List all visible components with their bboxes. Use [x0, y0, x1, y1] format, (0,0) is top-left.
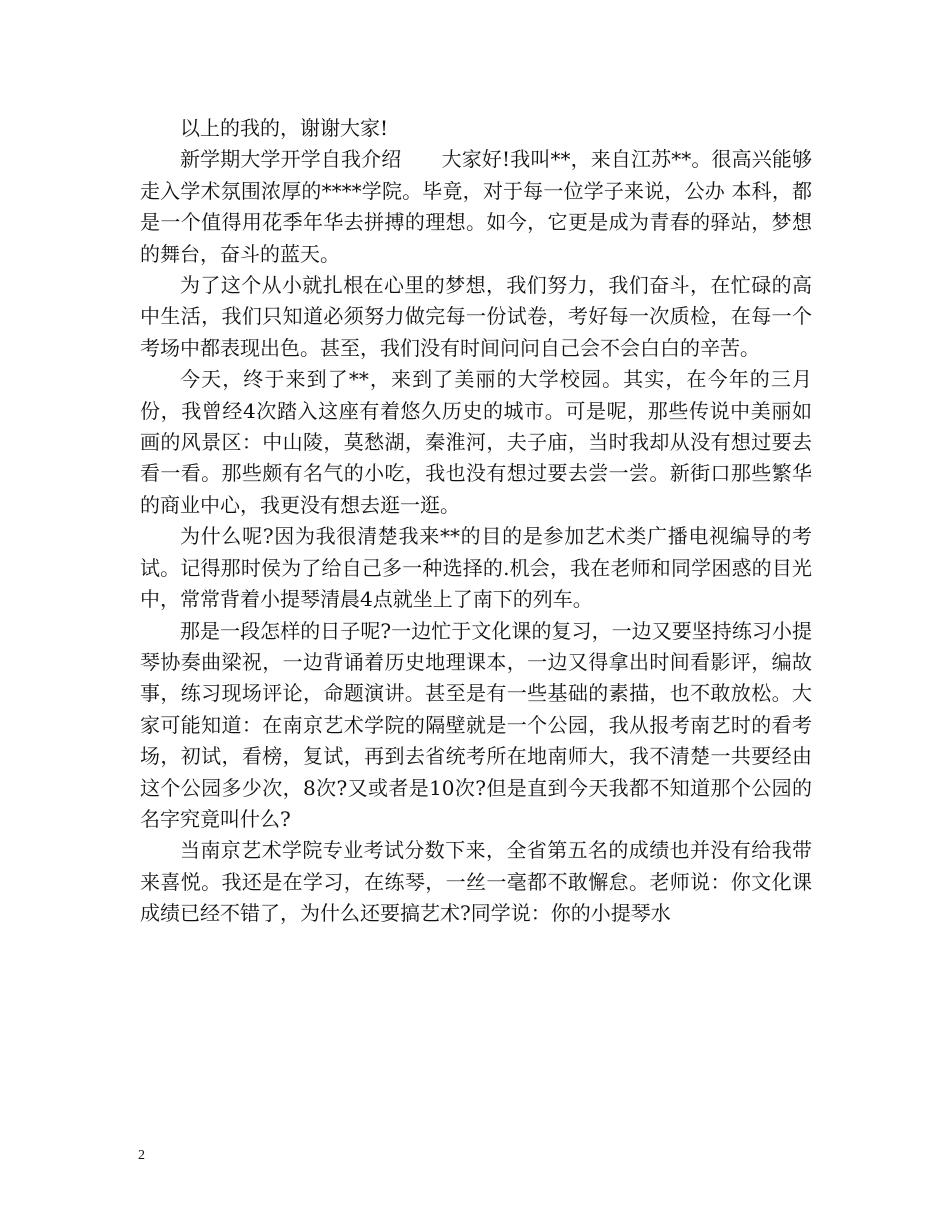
page-number: 2: [138, 1148, 145, 1163]
paragraph: 那是一段怎样的日子呢?一边忙于文化课的复习，一边又要坚持练习小提琴协奏曲梁祝，一边背诵着历史地理课本，一边又得拿出时间看影评，编故事，练习现场评论，命题演讲。甚至是有一些基础的素描，也不敢放松。大家可能知道：在南京艺术学院的隔壁就是一个公园，我从报考南艺时的看考场，初试，看榜，复试，再到去省统考所在地南师大，我不清楚一共要经由这个公园多少次，8次?又或者是10次?但是直到今天我都不知道那个公园的名字究竟叫什么?: [140, 618, 812, 831]
paragraph: 为什么呢?因为我很清楚我来**的目的是参加艺术类广播电视编导的考试。记得那时侯为了给自己多一种选择的.机会，我在老师和同学困惑的目光中，常常背着小提琴清晨4点就坐上了南下的列车。: [140, 524, 812, 612]
paragraph: 为了这个从小就扎根在心里的梦想，我们努力，我们奋斗，在忙碌的高中生活，我们只知道必须努力做完每一份试卷，考好每一次质检，在每一个考场中都表现出色。甚至，我们没有时间问问自己会不会白白的辛苦。: [140, 273, 812, 360]
paragraph: 新学期大学开学自我介绍 大家好!我叫**，来自江苏**。很高兴能够走入学术氛围浓厚的****学院。毕竟，对于每一位学子来说，公办 本科，都是一个值得用花季年华去拼搏的理想。如今，它更是成为青春的驿站，梦想的舞台，奋斗的蓝天。: [140, 147, 812, 266]
paragraph: 以上的我的，谢谢大家!: [180, 116, 389, 140]
paragraph: 当南京艺术学院专业考试分数下来，全省第五名的成绩也并没有给我带来喜悦。我还是在学习，在练琴，一丝一毫都不敢懈怠。老师说：你文化课成绩已经不错了，为什么还要搞艺术?同学说：你的小提琴水: [140, 838, 812, 926]
paragraph: 今天，终于来到了**，来到了美丽的大学校园。其实，在今年的三月份，我曾经4次踏入这座有着悠久历史的城市。可是呢，那些传说中美丽如画的风景区：中山陵，莫愁湖，秦淮河，夫子庙，当时我却从没有想过要去看一看。那些颇有名气的小吃，我也没有想过要去尝一尝。新街口那些繁华的商业中心，我更没有想去逛一逛。: [140, 367, 812, 517]
document-body: [140, 113, 812, 930]
